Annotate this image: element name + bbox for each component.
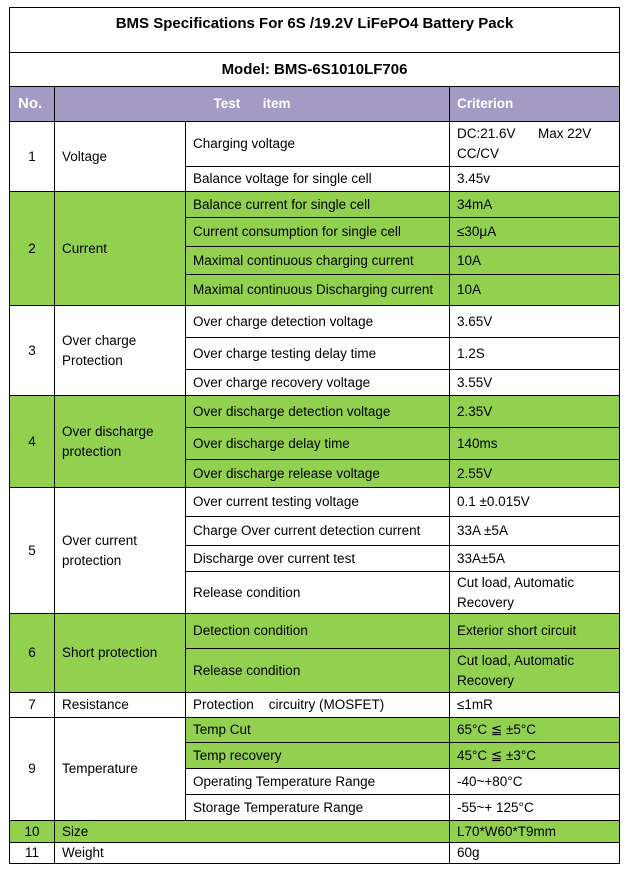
test-item: Maximal continuous Discharging current: [186, 275, 450, 306]
test-item: Over discharge detection voltage: [186, 396, 450, 428]
criterion-value: 33A ±5A: [450, 517, 620, 546]
test-item: Over charge testing delay time: [186, 338, 450, 370]
category-name: Current: [55, 192, 186, 306]
test-item: Maximal continuous charging current: [186, 247, 450, 275]
criterion-value: Cut load, Automatic Recovery: [450, 572, 620, 614]
test-item: Over charge recovery voltage: [186, 370, 450, 396]
test-item: Charging voltage: [186, 122, 450, 167]
table-row: [10, 396, 620, 428]
spec-table: [9, 7, 620, 864]
test-item: Protection circuitry (MOSFET): [186, 693, 450, 718]
criterion-value: -40~+80°C: [450, 769, 620, 795]
test-item: Current consumption for single cell: [186, 218, 450, 247]
table-row: [10, 614, 620, 649]
criterion-value: 3.55V: [450, 370, 620, 396]
criterion-value: 10A: [450, 247, 620, 275]
bms-spec-sheet: [9, 7, 619, 864]
criterion-value: Cut load, Automatic Recovery: [450, 649, 620, 693]
test-item: Temp Cut: [186, 718, 450, 743]
criterion-value: ≤1mR: [450, 693, 620, 718]
test-item: Release condition: [186, 649, 450, 693]
test-item: Charge Over current detection current: [186, 517, 450, 546]
test-item: Over discharge release voltage: [186, 460, 450, 488]
category-name: Resistance: [55, 693, 186, 718]
criterion-value: 34mA: [450, 192, 620, 218]
test-item: Storage Temperature Range: [186, 795, 450, 821]
table-row: [10, 843, 620, 864]
document-title: BMS Specifications For 6S /19.2V LiFePO4 Battery Pack: [10, 8, 620, 53]
criterion-value: DC:21.6V Max 22V CC/CV: [450, 122, 620, 167]
row-number: 3: [10, 306, 55, 396]
row-number: 10: [10, 821, 55, 843]
test-item: Over charge detection voltage: [186, 306, 450, 338]
criterion-value: 3.45v: [450, 167, 620, 192]
row-number: 6: [10, 614, 55, 693]
criterion-value: 1.2S: [450, 338, 620, 370]
table-row: [10, 122, 620, 167]
table-row: [10, 488, 620, 517]
criterion-value: 2.55V: [450, 460, 620, 488]
test-item: Discharge over current test: [186, 546, 450, 572]
category-name: Weight: [55, 843, 450, 864]
row-number: 4: [10, 396, 55, 488]
header-test-item: Test item: [55, 87, 450, 122]
criterion-value: 33A±5A: [450, 546, 620, 572]
criterion-value: 10A: [450, 275, 620, 306]
criterion-value: L70*W60*T9mm: [450, 821, 620, 843]
criterion-value: 140ms: [450, 428, 620, 460]
table-row: [10, 306, 620, 338]
table-row: [10, 192, 620, 218]
row-number: 2: [10, 192, 55, 306]
criterion-value: 60g: [450, 843, 620, 864]
table-row: [10, 821, 620, 843]
category-name: Size: [55, 821, 450, 843]
row-number: 1: [10, 122, 55, 192]
criterion-value: 2.35V: [450, 396, 620, 428]
criterion-value: 45°C ≦ ±3°C: [450, 743, 620, 769]
header-no: No.: [10, 87, 55, 122]
test-item: Over current testing voltage: [186, 488, 450, 517]
criterion-value: -55~+ 125°C: [450, 795, 620, 821]
row-number: 7: [10, 693, 55, 718]
criterion-value: 0.1 ±0.015V: [450, 488, 620, 517]
table-row: [10, 718, 620, 743]
category-name: Over charge Protection: [55, 306, 186, 396]
test-item: Temp recovery: [186, 743, 450, 769]
header-criterion: Criterion: [450, 87, 620, 122]
table-header-row: [10, 87, 620, 122]
criterion-value: 3.65V: [450, 306, 620, 338]
criterion-value: ≤30μA: [450, 218, 620, 247]
test-item: Balance voltage for single cell: [186, 167, 450, 192]
category-name: Over current protection: [55, 488, 186, 614]
test-item: Detection condition: [186, 614, 450, 649]
category-name: Short protection: [55, 614, 186, 693]
category-name: Voltage: [55, 122, 186, 192]
model-label: Model: BMS-6S1010LF706: [10, 53, 620, 87]
test-item: Over discharge delay time: [186, 428, 450, 460]
row-number: 11: [10, 843, 55, 864]
row-number: 5: [10, 488, 55, 614]
category-name: Temperature: [55, 718, 186, 821]
row-number: 9: [10, 718, 55, 821]
test-item: Balance current for single cell: [186, 192, 450, 218]
table-row: [10, 693, 620, 718]
test-item: Operating Temperature Range: [186, 769, 450, 795]
test-item: Release condition: [186, 572, 450, 614]
criterion-value: Exterior short circuit: [450, 614, 620, 649]
category-name: Over discharge protection: [55, 396, 186, 488]
criterion-value: 65°C ≦ ±5°C: [450, 718, 620, 743]
